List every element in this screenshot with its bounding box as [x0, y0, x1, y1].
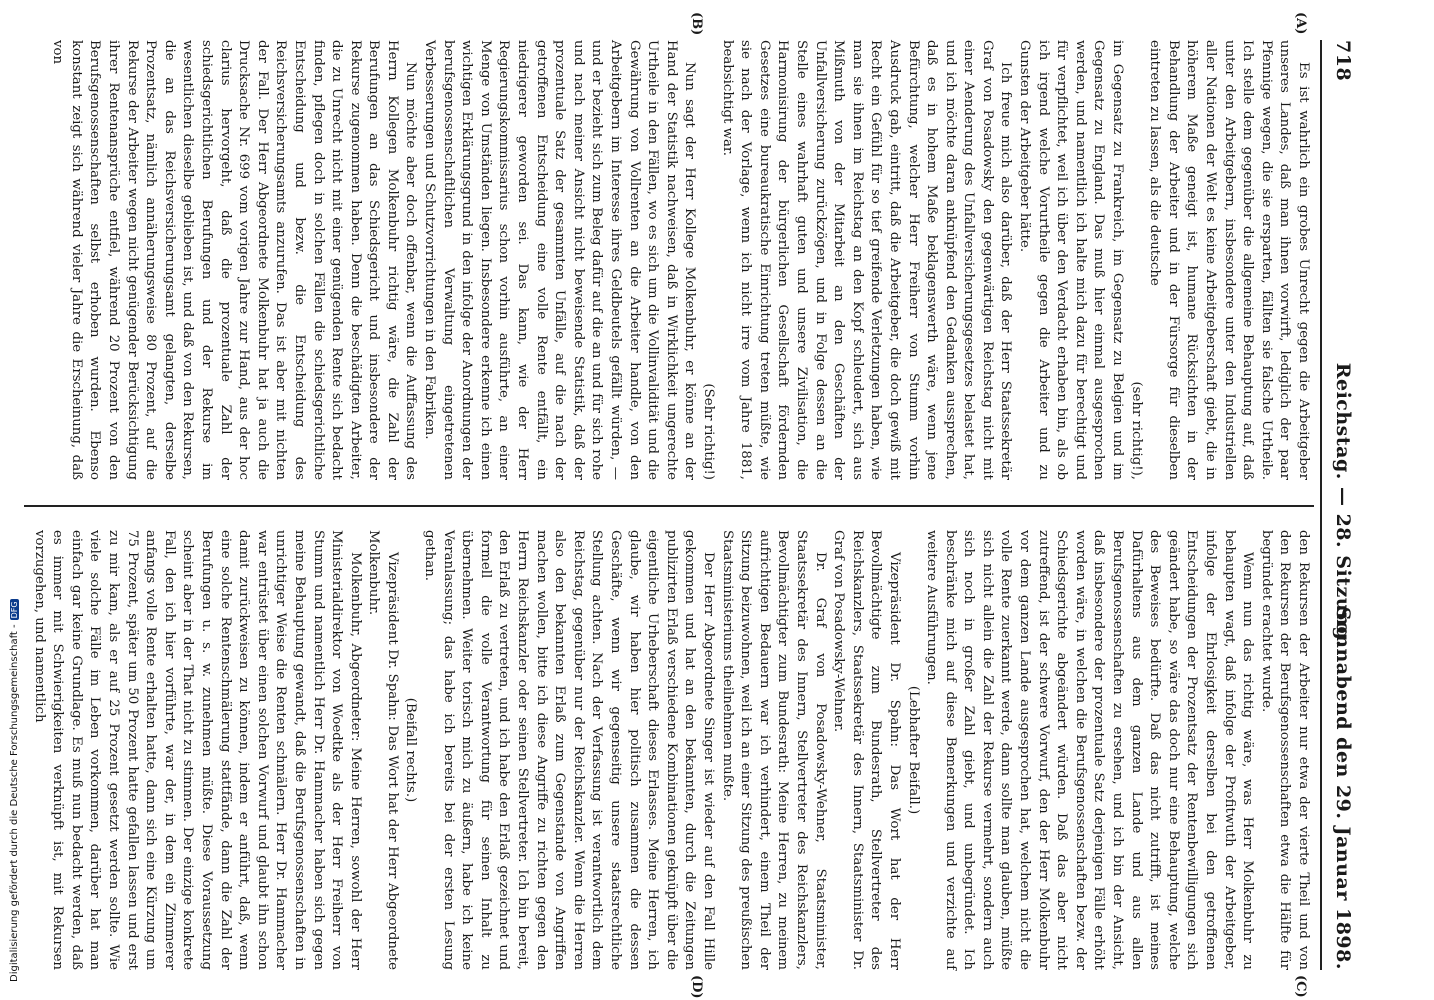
- paragraph: Nun möchte aber doch offenbar, wenn die Auffassung des Herrn Kollegen Molkenbuhr richtig wäre, die Zahl der Berufungen an das Schiedsgericht und insbesondere der Rekurse zugenommen haben. Denn die beschädigten Arbeiter, die zu Unrecht nicht mit einer genügenden Rente sich bedacht finden, pflegen doch in solchen Fällen die schiedsgerichtliche Entscheidung und bezw. die Entscheidung des Reichsversicherungsamts anzurufen. Das ist aber mit nichten der Fall. Der Herr Abgeordnete Molkenbuhr hat ja auch die Drucksache Nr. 699 vom vorigen Jahre zur Hand, aus der hoc clarius hervorgeht, daß die prozentuale Zahl der schiedsgerichtlichen Berufungen und der Rekurse im wesentlichen dieselbe geblieben ist, und daß von den Rekursen, die an das Reichsversicherungsamt gelangten, derselbe Prozentsatz, nämlich annäherungsweise 80 Prozent, auf die Rekurse der Arbeiter wegen nicht genügender Berücksichtigung ihrer Rentenansprüche entfiel, während 20 Prozent von den Berufsgenossenschaften selbst erhoben wurden. Ebenso konstant zeigt sich während vieler Jahre die Erscheinung, daß von: [50, 40, 419, 480]
- digitization-credit-strip: [6, 0, 20, 1000]
- dfg-logo: DFG: [10, 601, 19, 619]
- paragraph: den Rekursen der Arbeiter nur etwa der vierte Theil und von den Rekursen der Berufsgenossenschaften etwa die Hälfte für begründet erachtet wurde.: [1258, 530, 1311, 970]
- paragraph: Ich freue mich also darüber, daß der Herr Staatssekretär Graf von Posadowsky den gegenwärtigen Reichstag nicht mit einer Aenderung des Unfallversicherungsgesetzes belastet hat, und ich möchte daran anknüpfend den Gedanken aussprechen, daß es in hohem Maße beklagenswerth wäre, wenn jene Befürchtung, welcher Herr Freiherr von Stumm vorhin Ausdruck gab, eintritt, daß die Arbeitgeber, die doch gewiß mit Recht ein Gefühl für so tief greifende Verletzungen haben, wie man sie ihnen im Reichstag an den Kopf schleudert, sich aus Mißmuth von der Mitarbeit an den Geschäften der Unfallversicherung zurückzögen, und in Folge dessen an die Stelle eines wahrhaft guten und unsere Zivilisation, die Harmonisirung der bürgerlichen Gesellschaft fördernden Gesetzes eine bureaukratische Einrichtung treten müßte, wie sie nach der Vorlage, wenn ich nicht irre vom Jahre 1881, beabsichtigt war.: [719, 40, 1014, 480]
- running-header: [1320, 40, 1354, 970]
- column-divider: [24, 505, 1314, 507]
- interjection: (Sehr richtig!): [701, 383, 716, 480]
- paragraph: Der Herr Abgeordnete Singer ist wieder auf den Fall Hille gekommen und hat an den bekannten, durch die Zeitungen publizirten Erlaß verschiedene Kombinationen geknüpft über die eigentliche Urheberschaft dieses Erlasses. Meine Herren, ich glaube, wir haben hier politisch zusammen die dessen Geschäfte, wenn wir gegenseitig unsere staatsrechtliche Stellung achten. Nach der Verfassung ist verantwortlich dem Reichstag, gegenüber nur der Reichskanzler. Wenn die Herren also den bekannten Erlaß zum Gegenstande von Angriffen machen wollen, bitte ich diese Angriffe zu richten gegen den Herrn Reichskanzler oder seinen Stellvertreter. Ich bin bereit, den Erlaß zu vertreten, und ich habe den Erlaß gezeichnet und formell die volle Verantwortung für seinen Inhalt zu übernehmen. Weiter torisch mich zu äußern, habe ich keine Veranlassung; das habe ich bereits bei der ersten Lesung gethan.: [422, 530, 716, 970]
- margin-mark-c: (C): [1293, 975, 1308, 998]
- speech: Molkenbuhr, Abgeordneter: Meine Herren, sowohl der Herr Ministerialdirektor von Woedtke als der Herr Freiherr von Stumm und namentlich Herr Dr. Hammacher haben sich gegen meine Behauptung gewandt, daß die Berufsgenossenschaften in unrichtiger Weise die Renten schmälern. Herr Dr. Hammacher war entrüstet über einen solchen Vorwurf und glaubt ihn schon damit zurückweisen zu können, indem er anführt, daß, wenn eine solche Rentenschmälerung stattfände, dann die Zahl der Berufungen u. s. w. zunehmen müßte. Diese Voraussetzung scheint aber in der That nicht zu stimmen. Der einzige konkrete Fall, den ich hier vorführte, war der, in dem ein Zimmerer anfangs volle Rente erhalten hatte, dann sich eine Kürzung um 75 Prozent, später um 50 Prozent hatte gefallen lassen und erst zu mir kam, als er auf 25 Prozent gesetzt werden sollte. Wie viele solche Fälle im Leben vorkommen, darüber hat man einfach gar keine Grundlage. Es muß nun bedacht werden, daß es immer mit Schwierigkeiten verknüpft ist, mit Rekursen vorzugehen, und namentlich: [31, 530, 363, 970]
- speaker-intro: Vizepräsident Dr. Spahn: Das Wort hat der Herr Bevollmächtigte zum Bundesrath, Stellvertreter des Reichskanzlers, Staatssekretär des Innern, Staatsminister Dr. Graf von Posadowsky-Wehner.: [831, 530, 902, 970]
- page-number: 718: [1332, 40, 1354, 82]
- right-column: [29, 530, 1312, 970]
- margin-mark-b: (B): [689, 12, 704, 36]
- paragraph: im Gegensatz zu Frankreich, im Gegensatz zu Belgien und im Gegensatz zu England. Das muß hier einmal ausgesprochen werden, und namentlich ich halte mich dazu für berechtigt und für verpflichtet, weil ich über den Verdacht erhaben bin, als ob ich irgend welche Vorurtheile gegen die Arbeiter und zu Gunsten der Arbeitgeber hätte.: [1017, 40, 1126, 480]
- credit-text: Digitalisierung gefördert durch die Deutsche Forschungsgemeinschaft -: [9, 624, 20, 982]
- margin-mark-a: (A): [1293, 12, 1308, 35]
- interjection: (sehr richtig!),: [1128, 381, 1144, 480]
- header-rule: [1320, 40, 1322, 970]
- paragraph: Nun sagt der Herr Kollege Molkenbuhr, er könne an der Hand der Statistik nachweisen, daß in Wirklichkeit ungerechte Urtheile in den Fällen, wo es sich um die Vollinvalidität und die Gewährung von Vollrenten an die Arbeiter handle, von den Arbeitgebern im Interesse ihres Geldbeutels gefällt würden, — und er bezieht sich zum Beleg dafür auf die an und für sich rohe und nach meiner Ansicht nicht beweisende Statistik, daß der prozentuale Satz der gesammten Unfälle, auf die nach der getroffenen Entscheidung eine volle Rente entfällt, ein niedrigerer geworden sei. Das kann, wie der Herr Regierungskommissarius schon vorhin ausführte, an einer Menge von Umständen liegen. Insbesondere erkenne ich einen wichtigen Erklärungsgrund in den infolge der Anordnungen der berufsgenossenschaftlichen Verwaltung eingetretenen Verbesserungen und Schutzvorrichtungen in den Fabriken.: [422, 40, 698, 480]
- speech: Dr. Graf von Posadowsky-Wehner, Staatsminister, Staatssekretär des Innern, Stellvertreter des Reichskanzlers, Bevollmächtigter zum Bundesrath: Meine Herren, zu meinem aufrichtigen Bedauern war ich verhindert, einem Theil der Sitzung beizuwohnen, weil ich an einer Sitzung des preußischen Staatsministeriums theilnehmen mußte.: [719, 530, 828, 970]
- header-title: Reichstag. — 28. Sitzung.: [1332, 362, 1354, 648]
- interjection: (Beifall rechts.): [403, 697, 419, 803]
- left-column: [48, 40, 1312, 480]
- interjection: (Lebhafter Beifall.): [905, 685, 921, 815]
- margin-mark-d: (D): [689, 975, 704, 999]
- header-date: Sonnabend den 29. Januar 1898.: [1332, 606, 1354, 970]
- paragraph: Wenn nun das richtig wäre, was Herr Molkenbuhr zu behaupten wagt, daß infolge der Profitwuth der Arbeitgeber, infolge der Ehrlosigkeit derselben bei den getroffenen Entscheidungen der Prozentsatz der Rentenbewilligungen sich geändert habe, so wäre das doch nur eine Behauptung, welche des Beweises bedürfte. Daß das nicht zutrifft, ist meines Dafürhaltens aus dem ganzen Lande und aus allen Berufsgenossenschaften zu ersehen, und ich bin der Ansicht, daß insbesondere der prozentuale Satz derjenigen Fälle erhöht worden wäre, in welchen die Berufsgenossenschaften bezw. der Schiedsgerichte abgeändert würden. Daß das aber nicht zutreffend, ist der schwere Vorwurf, den der Herr Molkenbuhr vor dem ganzen Lande ausgesprochen hat, welchem nicht die volle Rente zuerkannt werde, dann sollte man glauben, müßte sich nicht allein die Zahl der Rekurse vermehrt, sondern auch sich noch in großer Zahl giebt, und unbegründet. Ich beschränke mich auf diese Bemerkungen und verzichte auf weitere Ausführungen.: [924, 530, 1256, 970]
- paragraph: Es ist wahrlich ein grobes Unrecht gegen die Arbeitgeber unseres Landes, daß man ihnen vorwirft, lediglich der paar Pfennige wegen, die sie ersparten, fällten sie falsche Urtheile. Ich stelle dem gegenüber die allgemeine Behauptung auf, daß unter den Arbeitgebern, insbesondere unter den Industriellen aller Nationen der Welt es keine Arbeitgeberschaft giebt, die in höherem Maße geneigt ist, humane Rücksichten in der Behandlung der Arbeiter und in der Fürsorge für dieselben eintreten zu lassen, als die deutsche: [1147, 40, 1311, 480]
- digitization-credit: [9, 2, 23, 982]
- speaker-intro: Vizepräsident Dr. Spahn: Das Wort hat der Herr Abgeordnete Molkenbuhr.: [366, 530, 400, 970]
